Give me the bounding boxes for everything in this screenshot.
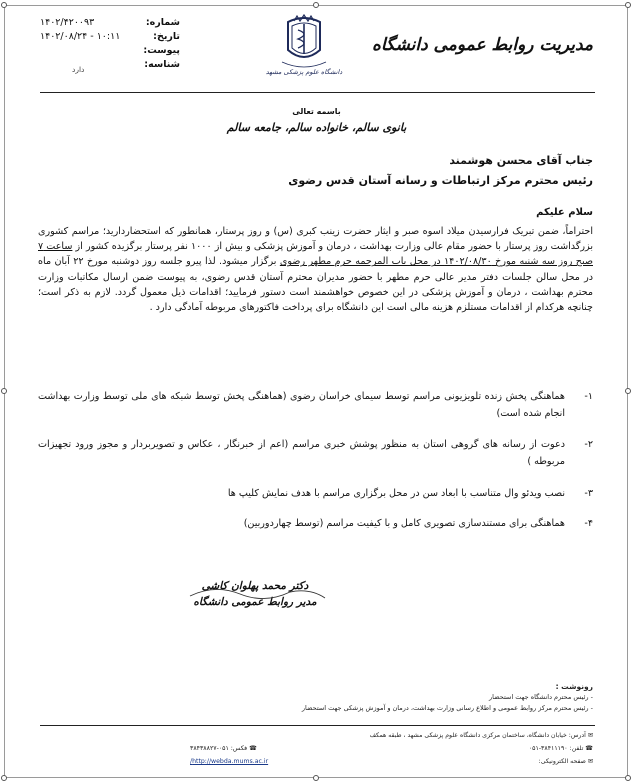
item-text: دعوت از رسانه های گروهی استان به منظور پوشش خبری مراسم (اعم از خبرنگار ، عکاس و تصویربردار و مجوز ورود تجهیزات مربوطه ) xyxy=(38,439,565,467)
handwritten-signature xyxy=(170,582,340,604)
list-item xyxy=(38,436,593,470)
copies-heading: رونوشت : xyxy=(555,682,593,691)
phone-text: تلفن: ۳۸۴۱۱۱۹۰-۰۵۱ xyxy=(528,745,584,752)
logo-caption: دانشگاه علوم پزشکی مشهد xyxy=(265,68,343,76)
resize-handle-top-right[interactable] xyxy=(625,2,631,8)
copy-text: رئیس محترم دانشگاه جهت استحضار xyxy=(489,693,589,701)
attachment-status: دارد xyxy=(72,65,85,74)
resize-handle-middle-left[interactable] xyxy=(1,388,7,394)
footer-fax xyxy=(190,745,257,752)
footer-phone xyxy=(529,745,593,752)
copy-bullet: - xyxy=(588,704,593,712)
motto: بانوی سالم، خانواده سالم، جامعه سالم xyxy=(226,121,407,134)
copy-line xyxy=(489,693,593,701)
recipient-name: جناب آقای محسن هوشمند xyxy=(449,154,593,167)
item-number: ۳- xyxy=(584,488,593,499)
fax-icon: ☎ xyxy=(249,745,257,752)
meta-attachment-label: پیوست: xyxy=(143,45,180,56)
basmala: باسمه تعالی xyxy=(292,107,341,116)
meta-number-row xyxy=(40,16,180,30)
list-item xyxy=(38,485,593,502)
item-number: ۱- xyxy=(584,391,593,402)
item-text: نصب ویدئو وال متناسب با ابعاد سن در محل برگزاری مراسم با هدف نمایش کلیپ ها xyxy=(227,488,565,499)
item-text: هماهنگی پخش زنده تلویزیونی مراسم توسط سیمای خراسان رضوی (هماهنگی پخش توسط شبکه های ملی توسط وزارت بهداشت انجام شده است) xyxy=(38,391,565,419)
meta-number-value: ۱۴۰۲/۴۲۰۰۹۳ xyxy=(40,17,95,28)
footer-url xyxy=(190,758,268,765)
university-logo xyxy=(264,12,344,82)
resize-handle-top-left[interactable] xyxy=(1,2,7,8)
body-part-2: برگزار میشود. لذا پیرو جلسه روز دوشنبه مورخ ۲۲ آبان ماه در محل سالن جلسات دفتر مدیر عالی حرم مطهر با حضور مدیران محترم آستان قدس رضوی، به پیوست ضمن ارسال مکاتبات وزارت محترم بهداشت ، درمان و آموزش پزشکی در این خصوص خواهشمند است دستور فرمایید؛ اقدامات ذیل معمول گردد. لازم به ذکر است؛ چنانچه هرکدام از اقدامات مستلزم هزینه مالی است این دانشگاه برای پرداخت فاکتورهای مربوطه آمادگی دارد . xyxy=(38,256,593,314)
signatory-position: مدیر روابط عمومی دانشگاه xyxy=(193,596,317,608)
meta-id-label: شناسه: xyxy=(144,59,180,70)
body-underlined-datetime: ساعت ۷ صبح روز سه شنبه مورخ ۱۴۰۲/۰۸/۳۰ در محل باب المرحمه حرم مطهر رضوی xyxy=(38,241,593,268)
item-number: ۴- xyxy=(584,518,593,529)
address-icon: ✉ xyxy=(587,732,593,739)
copy-bullet: - xyxy=(588,693,593,701)
email-label-text: صفحه الکترونیکی: xyxy=(538,758,586,765)
resize-handle-bottom-left[interactable] xyxy=(1,775,7,781)
header-rule xyxy=(40,92,595,93)
copy-text: رئیس محترم مرکز روابط عمومی و اطلاع رسانی وزارت بهداشت، درمان و آموزش پزشکی جهت استحضار xyxy=(301,704,589,712)
meta-date-label: تاریخ: xyxy=(153,31,180,42)
meta-id-row xyxy=(40,58,180,72)
signatory-name: دکتر محمد پهلوان کاشی xyxy=(201,580,309,592)
list-item xyxy=(38,388,593,422)
footer-rule xyxy=(40,725,595,726)
body-part-1: احتراماً، ضمن تبریک فرارسیدن میلاد اسوه صبر و ایثار حضرت زینب کبری (س) و روز پرستار، همانطور که استحضاردارید؛ مراسم کشوری بزرگداشت روز پرستار با حضور مقام عالی وزارت بهداشت ، درمان و آموزش پزشکی و بیش از ۱۰۰۰ نفر پرستار برگزیده کشور از xyxy=(38,226,594,253)
signature-block xyxy=(170,580,340,608)
resize-handle-top-center[interactable] xyxy=(313,2,319,8)
list-item xyxy=(38,515,593,532)
web-icon: ✉ xyxy=(587,758,593,765)
meta-date-value: ۱۴۰۲/۰۸/۲۴ - ۱۰:۱۱ xyxy=(40,31,121,42)
resize-handle-middle-right[interactable] xyxy=(625,388,631,394)
footer-address xyxy=(370,732,593,739)
address-text: آدرس: خیابان دانشگاه، ساختمان مرکزی دانشگاه علوم پزشکی مشهد ، طبقه همکف xyxy=(369,732,586,739)
item-number: ۲- xyxy=(584,439,593,450)
phone-icon: ☎ xyxy=(585,745,593,752)
meta-attachment-row xyxy=(40,44,180,58)
resize-handle-bottom-right[interactable] xyxy=(625,775,631,781)
greeting: سلام علیکم xyxy=(536,207,593,218)
meta-date-row xyxy=(40,30,180,44)
website-link[interactable]: http://webda.mums.ac.ir/ xyxy=(190,758,269,765)
resize-handle-bottom-center[interactable] xyxy=(313,775,319,781)
letter-body xyxy=(38,224,593,315)
recipient-title: رئیس محترم مرکز ارتباطات و رسانه آستان قدس رضوی xyxy=(288,174,593,187)
fax-text: فکس: ۰۵۱-۳۸۴۳۸۸۲۷ xyxy=(190,745,248,752)
meta-number-label: شماره: xyxy=(145,17,180,28)
letter-meta xyxy=(40,16,180,72)
office-title: مدیریت روابط عمومی دانشگاه xyxy=(371,35,593,55)
footer-email-label xyxy=(539,758,593,765)
copy-line xyxy=(302,704,593,712)
item-text: هماهنگی برای مستندسازی تصویری کامل و با کیفیت مراسم (توسط چهاردوربین) xyxy=(243,518,565,529)
